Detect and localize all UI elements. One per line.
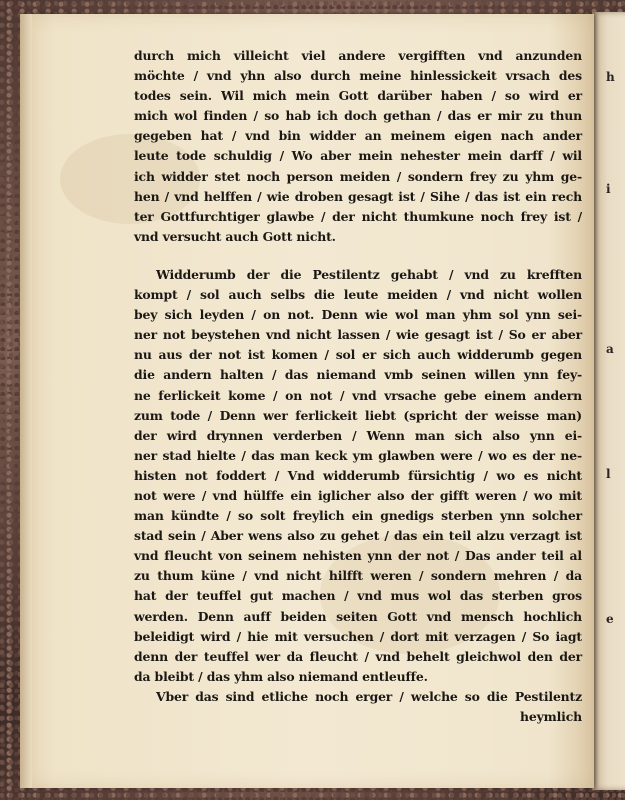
text-line: kompt / sol auch selbs die leute meiden / vnd nicht wollen	[134, 287, 582, 303]
paragraph-2	[134, 265, 582, 687]
text-line: hen / vnd helffen / wie droben gesagt ist / Sihe / das ist ein rech	[134, 188, 582, 204]
text-line: Vber das sind etliche noch erger / welche so die Pestilentz	[156, 688, 582, 704]
text-line: vnd versucht auch Gott nicht.	[134, 228, 336, 244]
text-line: denn der teuffel wer da fleucht / vnd behelt gleichwol den der	[134, 648, 582, 664]
text-line: da bleibt / das yhm also niemand entleuffe.	[134, 668, 428, 684]
text-line: werden. Denn auff beiden seiten Gott vnd mensch hochlich	[134, 608, 582, 624]
text-line: ich widder stet noch person meiden / sondern frey zu yhm ge-	[134, 168, 582, 184]
text-line: mich wol finden / so hab ich doch gethan / das er mir zu thun	[134, 108, 582, 124]
next-page-glyph: i	[606, 182, 611, 196]
text-line: zu thum küne / vnd nicht hilfft weren / sondern mehren / da	[134, 568, 582, 584]
next-page-glyph: a	[606, 342, 614, 356]
text-line: todes sein. Wil mich mein Gott darüber haben / so wird er	[134, 88, 582, 104]
text-line: not were / vnd hülffe ein iglicher also der gifft weren / wo mit	[134, 487, 582, 503]
text-line: man kündte / so solt freylich ein gnedigs sterben ynn solcher	[134, 508, 582, 524]
text-line: ter Gottfurchtiger glawbe / der nicht thumkune noch frey ist /	[134, 208, 582, 224]
text-line: der wird drynnen verderben / Wenn man sich also ynn ei-	[134, 427, 582, 443]
catchword: heymlich	[520, 709, 582, 724]
text-line: stad sein / Aber wens also zu gehet / das ein teil alzu verzagt ist	[134, 528, 582, 544]
text-line: hat der teuffel gut machen / vnd mus wol das sterben gros	[134, 588, 582, 604]
text-line: beleidigt wird / hie mit versuchen / dort mit verzagen / So iagt	[134, 628, 582, 644]
next-page-glyph: e	[606, 612, 614, 626]
text-block	[134, 46, 582, 727]
text-line: vnd fleucht von seinem nehisten ynn der not / Das ander teil al	[134, 548, 582, 564]
text-line: histen not foddert / Vnd widderumb fürsichtig / wo es nicht	[134, 467, 582, 483]
text-line: ner not beystehen vnd nicht lassen / wie gesagt ist / So er aber	[134, 327, 582, 343]
text-line: möchte / vnd yhn also durch meine hinlessickeit vrsach des	[134, 68, 582, 84]
text-line: die andern halten / das niemand vmb seinen willen ynn fey-	[134, 367, 582, 383]
page-gutter	[20, 14, 32, 788]
text-line: leute tode schuldig / Wo aber mein nehester mein darff / wil	[134, 148, 582, 164]
paragraph-gap	[134, 247, 582, 265]
next-page-glyph: l	[606, 467, 611, 481]
paragraph-1	[134, 46, 582, 247]
text-line: durch mich villeicht viel andere vergifften vnd anzunden	[134, 48, 582, 63]
text-line: ner stad hielte / das man keck ym glawben were / wo es der ne-	[134, 447, 582, 463]
text-line: zum tode / Denn wer ferlickeit liebt (spricht der weisse man)	[134, 407, 582, 423]
text-line: bey sich leyden / on not. Denn wie wol man yhm sol ynn sei-	[134, 307, 582, 323]
text-line: ne ferlickeit kome / on not / vnd vrsache gebe einem andern	[134, 387, 582, 403]
text-line: nu aus der not ist komen / sol er sich auch widderumb gegen	[134, 347, 582, 363]
book-page	[20, 14, 594, 788]
next-page-glyph: h	[606, 70, 615, 84]
next-page-edge	[592, 12, 625, 790]
text-line: Widderumb der die Pestilentz gehabt / vnd zu krefften	[156, 266, 582, 282]
paragraph-3	[134, 687, 582, 707]
text-line: gegeben hat / vnd bin widder an meinem eigen nach ander	[134, 128, 582, 144]
